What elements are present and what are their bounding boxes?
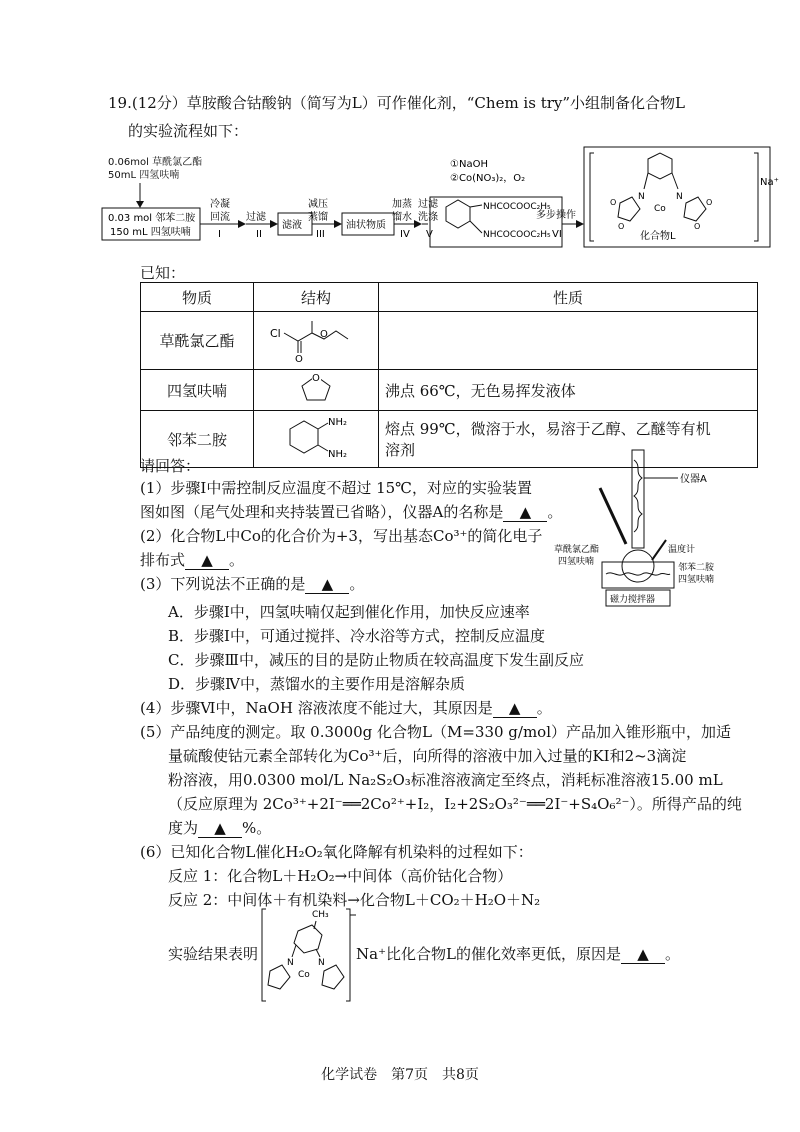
q1-line2: 图如图（尾气处理和夹持装置已省略），仪器A的名称是 ▲ 。 bbox=[140, 503, 563, 521]
table-row bbox=[141, 370, 758, 411]
ethyl-chlorooxoacetate-structure bbox=[268, 315, 364, 363]
question-intro: (12分）草胺酸合钴酸钠（简写为L）可作催化剂，“Chem is try”小组制备化合物L bbox=[131, 94, 686, 112]
step4-label-a: 加蒸 bbox=[392, 199, 412, 210]
question-number: 19. bbox=[108, 94, 132, 112]
apparatus-diagram bbox=[548, 448, 728, 618]
q2-line2: 排布式 ▲ 。 bbox=[140, 551, 245, 569]
known-label: 已知： bbox=[140, 264, 186, 282]
structure-cell bbox=[254, 312, 379, 370]
step2-label: 过滤 bbox=[246, 212, 266, 223]
q6-blank[interactable]: ▲ bbox=[621, 945, 665, 964]
q6-na: Na⁺ bbox=[356, 945, 386, 963]
step5-roman: V bbox=[426, 229, 433, 240]
page-footer: 化学试卷 第7页 共8页 bbox=[321, 1067, 479, 1083]
q3-stem: (3）下列说法不正确的是 ▲ 。 bbox=[140, 575, 365, 593]
synthesis-flowchart bbox=[100, 145, 800, 255]
substance-name: 四氢呋喃 bbox=[141, 370, 254, 411]
reagent-top-line1: 0.06mol 草酰氯乙酯 bbox=[108, 157, 203, 168]
q3-option-d[interactable]: D．步骤Ⅳ中，蒸馏水的主要作用是溶解杂质 bbox=[168, 675, 466, 693]
step6-label: 多步操作 bbox=[536, 210, 576, 221]
product-na: Na⁺ bbox=[760, 177, 779, 188]
q6-reaction2: 反应 2：中间体＋有机染料→化合物L＋CO₂＋H₂O＋N₂ bbox=[168, 891, 541, 909]
stirrer-label: 磁力搅拌器 bbox=[610, 595, 656, 605]
question-header bbox=[108, 92, 685, 113]
condition-2: ②Co(NO₃)₂，O₂ bbox=[450, 173, 526, 184]
step3-label-b: 蒸馏 bbox=[308, 212, 328, 223]
q6-line1: (6）已知化合物L催化H₂O₂氧化降解有机染料的过程如下： bbox=[140, 843, 533, 861]
property-cell bbox=[379, 312, 758, 370]
instrument-a-label: 仪器A bbox=[680, 474, 707, 485]
step2-roman: II bbox=[256, 229, 262, 240]
q6-reaction1: 反应 1：化合物L＋H₂O₂→中间体（高价钴化合物） bbox=[168, 867, 513, 885]
substance-name: 邻苯二胺 bbox=[141, 411, 254, 468]
flask-label-1: 邻苯二胺 bbox=[678, 563, 715, 573]
thf-structure bbox=[296, 372, 336, 404]
q1-line1: (1）步骤Ⅰ中需控制反应温度不超过 15℃，对应的实验装置 bbox=[140, 479, 532, 497]
structure-cell bbox=[254, 411, 379, 468]
atom-nh2-2: NH₂ bbox=[328, 449, 348, 460]
product-o-1: O bbox=[610, 198, 617, 207]
q2-line1: (2）化合物L中Co的化合价为+3，写出基态Co³⁺的简化电子 bbox=[140, 527, 543, 545]
q5-line5: 度为 ▲ %。 bbox=[168, 819, 272, 837]
start-box-line1: 0.03 mol 邻苯二胺 bbox=[108, 213, 196, 224]
reagent-left-2: 四氢呋喃 bbox=[558, 557, 595, 567]
property-line1: 熔点 99℃，微溶于水，易溶于乙醇、乙醚等有机 bbox=[385, 420, 711, 438]
intermediate-group-1: NHCOCOOC₂H₅ bbox=[483, 202, 551, 212]
thermometer bbox=[652, 540, 666, 560]
q6-result-line: Na⁺比化合物L的催化效率更低，原因是 ▲ 。 bbox=[356, 945, 680, 963]
step1-label-b: 回流 bbox=[210, 212, 230, 223]
intermediate-group-2: NHCOCOOC₂H₅ bbox=[483, 230, 551, 240]
filtrate-label: 滤液 bbox=[282, 220, 302, 231]
dropping-funnel bbox=[600, 488, 626, 544]
thermometer-label: 温度计 bbox=[668, 545, 696, 555]
q3-option-a[interactable]: A．步骤Ⅰ中，四氢呋喃仅起到催化作用，加快反应速率 bbox=[168, 603, 530, 621]
o-phenylenediamine-structure bbox=[276, 413, 356, 461]
product-o-4: O bbox=[694, 222, 701, 231]
step3-label-a: 减压 bbox=[308, 199, 328, 210]
q5-line2: 量硫酸使钴元素全部转化为Co³⁺后，向所得的溶液中加入过量的KI和2~3滴淀 bbox=[168, 747, 687, 765]
methyl-complex-structure bbox=[258, 905, 358, 1005]
table-header-row bbox=[141, 283, 758, 312]
product-n-left: N bbox=[638, 192, 645, 202]
condenser bbox=[632, 450, 644, 548]
step3-roman: III bbox=[316, 229, 325, 240]
step5-label-b: 洗涤 bbox=[418, 212, 438, 223]
complex-metal: Co bbox=[298, 970, 310, 980]
flask-label-2: 四氢呋喃 bbox=[678, 575, 715, 585]
property-cell: 沸点 66℃，无色易挥发液体 bbox=[379, 370, 758, 411]
question-intro-line2: 的实验流程如下： bbox=[128, 122, 249, 140]
header-substance: 物质 bbox=[141, 283, 254, 312]
atom-nh2-1: NH₂ bbox=[328, 417, 348, 428]
reagent-top-line2: 50mL 四氢呋喃 bbox=[108, 170, 180, 181]
q3-option-b[interactable]: B．步骤Ⅰ中，可通过搅拌、冷水浴等方式，控制反应温度 bbox=[168, 627, 545, 645]
header-property: 性质 bbox=[379, 283, 758, 312]
property-line2: 溶剂 bbox=[385, 441, 416, 459]
step1-label-a: 冷凝 bbox=[210, 199, 230, 210]
product-o-2: O bbox=[706, 198, 713, 207]
q5-blank[interactable]: ▲ bbox=[198, 819, 242, 838]
svg-text:N: N bbox=[318, 958, 325, 968]
q4-line: (4）步骤Ⅵ中，NaOH 溶液浓度不能过大，其原因是 ▲ 。 bbox=[140, 699, 552, 717]
header-structure: 结构 bbox=[254, 283, 379, 312]
table-row bbox=[141, 312, 758, 370]
flask bbox=[622, 550, 654, 582]
reagent-left-1: 草酰氯乙酯 bbox=[554, 545, 600, 555]
atom-o-1: O bbox=[295, 353, 303, 363]
q3-blank[interactable]: ▲ bbox=[305, 575, 349, 594]
atom-o-2: O bbox=[320, 328, 328, 340]
substance-name: 草酰氯乙酯 bbox=[141, 312, 254, 370]
q6-result-a: 实验结果表明 bbox=[168, 945, 259, 963]
product-metal: Co bbox=[654, 204, 666, 214]
oily-label: 油状物质 bbox=[346, 220, 386, 231]
atom-cl: Cl bbox=[270, 326, 281, 340]
known-table bbox=[140, 282, 758, 468]
step5-label-a: 过滤 bbox=[418, 199, 438, 210]
structure-cell bbox=[254, 370, 379, 411]
svg-text:N: N bbox=[287, 958, 294, 968]
q5-line4: （反应原理为 2Co³⁺+2I⁻══2Co²⁺+I₂，I₂+2S₂O₃²⁻══2I⁻+S₄O₆²⁻）。所得产品的纯 bbox=[168, 795, 742, 813]
q1-blank[interactable]: ▲ bbox=[503, 503, 547, 522]
answer-prompt: 请回答： bbox=[140, 457, 201, 475]
condition-1: ①NaOH bbox=[450, 159, 488, 170]
q4-blank[interactable]: ▲ bbox=[493, 699, 537, 718]
q3-option-c[interactable]: C．步骤Ⅲ中，减压的目的是防止物质在较高温度下发生副反应 bbox=[168, 651, 584, 669]
step4-label-b: 馏水 bbox=[392, 212, 412, 223]
product-label: 化合物L bbox=[640, 231, 676, 242]
q5-line3: 粉溶液，用0.0300 mol/L Na₂S₂O₃标准溶液滴定至终点，消耗标准溶液15.00 mL bbox=[168, 771, 723, 789]
atom-o: O bbox=[312, 373, 320, 384]
step6-roman: VI bbox=[552, 229, 562, 240]
product-o-3: O bbox=[618, 222, 625, 231]
q2-blank[interactable]: ▲ bbox=[185, 551, 229, 570]
product-n-right: N bbox=[676, 192, 683, 202]
step4-roman: IV bbox=[400, 229, 410, 240]
methyl-label: CH₃ bbox=[312, 910, 329, 920]
q5-line1: (5）产品纯度的测定。取 0.3000g 化合物L（M=330 g/mol）产品加入锥形瓶中，加适 bbox=[140, 723, 732, 741]
step1-roman: I bbox=[218, 229, 221, 240]
start-box-line2: 150 mL 四氢呋喃 bbox=[110, 227, 191, 238]
